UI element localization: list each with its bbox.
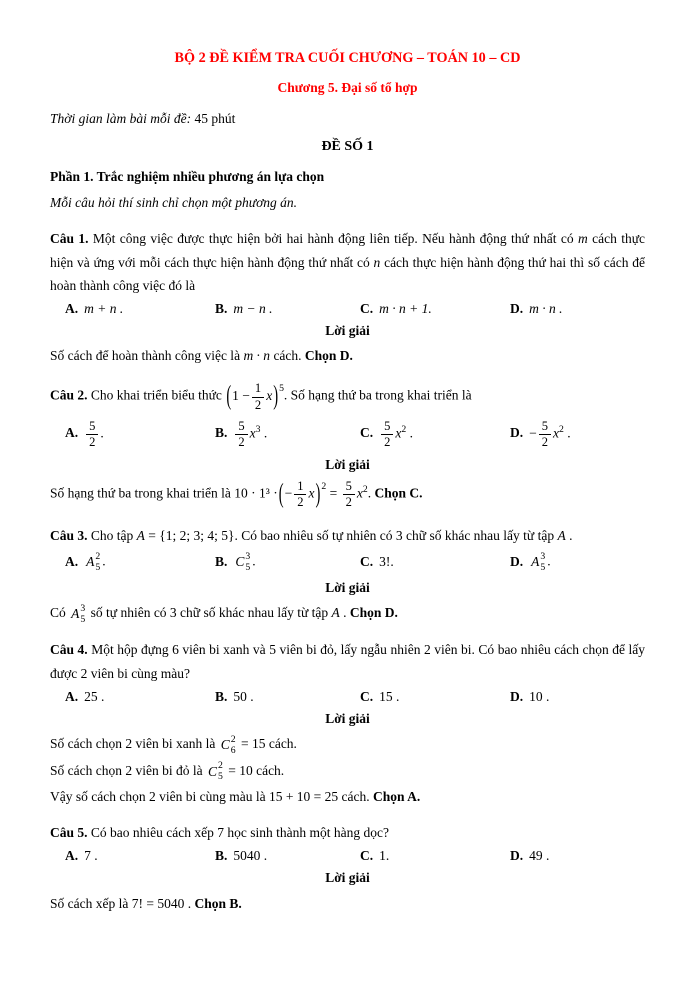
question-label: Câu 2.	[50, 388, 88, 404]
option-key: D.	[510, 553, 524, 569]
exponent: 3	[255, 423, 261, 435]
answer-choice: Chọn B.	[194, 895, 242, 911]
q3-options	[50, 551, 645, 573]
fraction-denominator: 2	[539, 434, 551, 450]
solution-math: 10 · 1³ ·	[234, 485, 278, 501]
question-label: Câu 4.	[50, 642, 88, 658]
q3-text-part: Cho tập	[90, 528, 134, 544]
question-label: Câu 3.	[50, 528, 88, 544]
q4-options	[50, 689, 645, 705]
solution-text: Số cách chọn 2 viên bi đỏ là	[50, 762, 203, 778]
solution-heading: Lời giải	[325, 579, 370, 595]
question-3	[50, 524, 645, 625]
symbol-base: A	[86, 554, 95, 570]
solution-text: Vậy số cách chọn 2 viên bi cùng màu là	[50, 789, 266, 805]
symbol-superscript: 3	[245, 551, 251, 563]
math-var-x: x	[249, 425, 256, 441]
symbol-subscript: 5	[80, 613, 86, 625]
minus-sign: −	[284, 485, 293, 501]
equals-sign: =	[329, 485, 338, 501]
option-key: D.	[510, 301, 524, 317]
option-tail: .	[260, 425, 268, 441]
solution-text: Số cách chọn 2 viên bi xanh là	[50, 736, 216, 752]
fraction	[381, 419, 393, 450]
answer-choice: Chọn C.	[374, 485, 423, 501]
option-c	[360, 301, 510, 317]
fraction-denominator: 2	[252, 397, 264, 413]
symbol-indices	[95, 551, 100, 573]
fraction	[343, 479, 355, 510]
option-c	[360, 554, 510, 570]
fraction-denominator: 2	[294, 494, 306, 510]
option-key: A.	[65, 425, 79, 441]
option-key: A.	[65, 553, 79, 569]
option-key: C.	[360, 688, 374, 704]
q5-options	[50, 848, 645, 864]
solution-text: Số cách để hoàn thành công việc là	[50, 348, 241, 364]
q4-solution-line-1	[50, 732, 645, 757]
q2-text-part: . Số hạng thứ ba trong khai triển là	[283, 388, 472, 404]
option-c	[360, 848, 510, 864]
solution-heading: Lời giải	[325, 456, 370, 472]
solution-heading: Lời giải	[325, 710, 370, 726]
q4-solution-line-3	[50, 785, 645, 808]
q4-solution-line-2	[50, 759, 645, 784]
math-var-x: x	[308, 485, 315, 501]
math-var-x: x	[356, 485, 363, 501]
exponent: 5	[279, 383, 284, 395]
solution-math: 7! = 5040 .	[131, 895, 192, 911]
option-b	[215, 689, 360, 705]
solution-text: .	[367, 485, 372, 501]
solution-text: số tự nhiên có 3 chữ số khác nhau lấy từ tập	[90, 604, 329, 620]
option-a	[65, 551, 215, 573]
option-key: B.	[215, 553, 228, 569]
option-key: B.	[215, 688, 228, 704]
option-value: 3!.	[379, 554, 394, 570]
question-2	[50, 380, 645, 511]
q4-text	[50, 638, 645, 684]
exponent: 2	[362, 484, 368, 496]
time-line	[50, 107, 645, 130]
fraction	[294, 479, 306, 510]
solution-text: Số hạng thứ ba trong khai triển là	[50, 485, 231, 501]
symbol-superscript: 2	[217, 760, 223, 772]
close-paren: )	[273, 382, 279, 412]
expr-lead: 1 −	[232, 388, 250, 404]
option-key: C.	[360, 425, 374, 441]
q3-text-part: .	[565, 528, 573, 544]
symbol-subscript: 5	[217, 771, 223, 783]
permutation-symbol	[531, 551, 545, 573]
symbol-base: C	[235, 554, 245, 570]
option-key: D.	[510, 688, 524, 704]
option-b	[215, 551, 360, 573]
part-heading: Phần 1. Trắc nghiệm nhiều phương án lựa chọn	[50, 168, 325, 184]
combination-symbol	[221, 733, 236, 756]
option-c	[360, 418, 510, 451]
q3-text	[50, 524, 645, 547]
option-key: B.	[215, 301, 228, 317]
option-value: 25 .	[84, 688, 105, 704]
q1-text-part: cách thực hiện và ứng với mỗi cách thực hiện hành động thứ nhất có	[50, 231, 646, 270]
question-label: Câu 5.	[50, 825, 88, 841]
option-key: B.	[215, 425, 228, 441]
option-value: 49 .	[529, 848, 550, 864]
time-label: Thời gian làm bài mỗi đề:	[50, 110, 192, 126]
solution-text: = 15 cách.	[240, 736, 297, 752]
math-var-x: x	[266, 388, 273, 404]
option-key: A.	[65, 688, 79, 704]
fraction-denominator: 2	[86, 434, 98, 450]
exam-number-title: ĐỀ SỐ 1	[321, 138, 374, 154]
answer-choice: Chọn D.	[304, 348, 353, 364]
symbol-base: C	[207, 763, 217, 779]
q2-text	[50, 380, 645, 413]
symbol-subscript: 5	[245, 562, 251, 574]
fraction-denominator: 2	[381, 434, 393, 450]
option-value: 5040 .	[233, 848, 268, 864]
q2-solution	[50, 478, 645, 511]
option-a	[65, 301, 215, 317]
option-a	[65, 848, 215, 864]
math-var-A: A	[136, 528, 145, 544]
option-value: 50 .	[233, 688, 254, 704]
symbol-indices	[540, 551, 545, 573]
option-key: D.	[510, 848, 524, 864]
symbol-indices	[80, 603, 85, 625]
option-key: A.	[65, 301, 79, 317]
q2-text-part: Cho khai triển biểu thức	[90, 388, 222, 404]
math-var-A: A	[331, 604, 340, 620]
option-tail: .	[406, 425, 414, 441]
document-title: BỘ 2 ĐỀ KIỂM TRA CUỐI CHƯƠNG – TOÁN 10 – CD	[174, 50, 521, 66]
option-d	[510, 551, 645, 573]
binomial-expression	[225, 381, 284, 412]
symbol-superscript: 2	[95, 551, 101, 563]
solution-text: cách.	[273, 348, 302, 364]
solution-text: = 10 cách.	[228, 762, 285, 778]
q1-text-part: cách thực hiện hành động thứ hai thì số cách để hoàn thành công việc đó là	[50, 254, 646, 293]
option-c	[360, 689, 510, 705]
option-b	[215, 848, 360, 864]
fraction	[86, 419, 98, 450]
q3-solution	[50, 601, 645, 626]
open-paren: (	[278, 479, 284, 510]
fraction	[539, 419, 551, 450]
option-value: 15 .	[379, 688, 400, 704]
answer-choice: Chọn A.	[373, 789, 421, 805]
solution-math: m · n	[243, 348, 271, 364]
q1-text	[50, 227, 645, 297]
math-var-x: x	[395, 425, 402, 441]
option-value: 10 .	[529, 688, 550, 704]
solution-text: Có	[50, 604, 66, 620]
math-var-n: n	[373, 254, 381, 270]
q2-options	[50, 418, 645, 451]
symbol-subscript: 5	[540, 562, 546, 574]
option-tail: .	[102, 553, 106, 569]
fraction-numerator: 1	[297, 478, 304, 493]
option-b	[215, 418, 360, 451]
math-var-A: A	[557, 528, 566, 544]
option-d	[510, 418, 645, 451]
fraction-numerator: 5	[384, 418, 391, 433]
symbol-superscript: 3	[80, 602, 86, 614]
option-key: D.	[510, 425, 524, 441]
permutation-symbol	[86, 551, 100, 573]
option-key: A.	[65, 848, 79, 864]
solution-text: .	[339, 604, 347, 620]
fraction	[235, 419, 247, 450]
symbol-base: A	[71, 606, 80, 622]
symbol-superscript: 2	[230, 733, 236, 745]
fraction-denominator: 2	[343, 494, 355, 510]
option-tail: .	[547, 553, 551, 569]
symbol-subscript: 5	[95, 562, 101, 574]
option-key: C.	[360, 301, 374, 317]
close-paren: )	[315, 479, 321, 510]
exponent: 2	[401, 423, 407, 435]
solution-text: cách.	[341, 789, 370, 805]
option-a	[65, 418, 215, 451]
q5-text-part: Có bao nhiêu cách xếp 7 học sinh thành một hàng dọc?	[90, 825, 389, 841]
math-var-x: x	[553, 425, 560, 441]
question-4	[50, 638, 645, 808]
option-d	[510, 848, 645, 864]
fraction-numerator: 5	[345, 478, 352, 493]
question-5	[50, 821, 645, 915]
fraction-numerator: 5	[541, 418, 549, 433]
option-tail: .	[252, 553, 256, 569]
chapter-subtitle: Chương 5. Đại số tổ hợp	[277, 80, 418, 96]
fraction-denominator: 2	[235, 434, 247, 450]
q1-options	[50, 301, 645, 317]
answer-choice: Chọn D.	[349, 604, 398, 620]
option-d	[510, 689, 645, 705]
solution-math: 15 + 10 = 25	[268, 789, 339, 805]
part-instruction: Mỗi câu hỏi thí sinh chỉ chọn một phương án.	[50, 195, 298, 211]
permutation-symbol	[71, 602, 85, 625]
exponent: 2	[559, 423, 564, 435]
solution-text: Số cách xếp là	[50, 895, 129, 911]
solution-heading: Lời giải	[325, 323, 370, 339]
symbol-base: A	[531, 554, 540, 570]
option-tail: .	[563, 425, 571, 441]
option-b	[215, 301, 360, 317]
option-tail: .	[100, 425, 104, 441]
q1-text-part: Một công việc được thực hiện bởi hai hành động liên tiếp. Nếu hành động thứ nhất có	[92, 231, 574, 247]
q1-solution	[50, 344, 645, 367]
combination-symbol	[235, 551, 250, 573]
symbol-subscript: 6	[230, 744, 236, 756]
option-value: 1.	[379, 848, 390, 864]
q5-text	[50, 821, 645, 844]
q4-text-part: Một hộp đựng 6 viên bi xanh và 5 viên bi đỏ, lấy ngẫu nhiên 2 viên bi. Có bao nhiêu cách chọn để lấy được 2 viên bi cùng màu?	[50, 642, 645, 681]
option-key: B.	[215, 848, 228, 864]
symbol-superscript: 3	[540, 551, 546, 563]
option-value: m + n .	[84, 301, 124, 317]
fraction-numerator: 5	[89, 418, 96, 433]
option-key: C.	[360, 848, 374, 864]
symbol-indices	[245, 551, 250, 573]
fraction	[252, 381, 264, 412]
symbol-indices	[218, 760, 223, 782]
option-value: m · n + 1.	[379, 301, 432, 317]
q5-solution	[50, 892, 645, 915]
symbol-indices	[231, 734, 236, 756]
question-label: Câu 1.	[50, 231, 89, 247]
option-d	[510, 301, 645, 317]
option-a	[65, 689, 215, 705]
symbol-base: C	[220, 737, 230, 753]
math-var-m: m	[577, 231, 588, 247]
option-value: m · n .	[529, 301, 563, 317]
option-value: m − n .	[233, 301, 273, 317]
question-1	[50, 227, 645, 367]
combination-symbol	[208, 760, 223, 783]
exponent: 2	[321, 480, 327, 492]
option-value: 7 .	[84, 848, 98, 864]
fraction-numerator: 1	[254, 381, 262, 396]
option-key: C.	[360, 554, 374, 570]
time-value: 45 phút	[194, 110, 236, 126]
solution-heading: Lời giải	[325, 870, 370, 886]
q3-text-part: . Có bao nhiêu số tự nhiên có 3 chữ số khác nhau lấy từ tập	[234, 528, 555, 544]
minus-sign: −	[529, 425, 537, 441]
open-paren: (	[226, 382, 232, 412]
fraction-numerator: 5	[238, 418, 245, 433]
set-notation: = {1; 2; 3; 4; 5}	[148, 528, 235, 544]
